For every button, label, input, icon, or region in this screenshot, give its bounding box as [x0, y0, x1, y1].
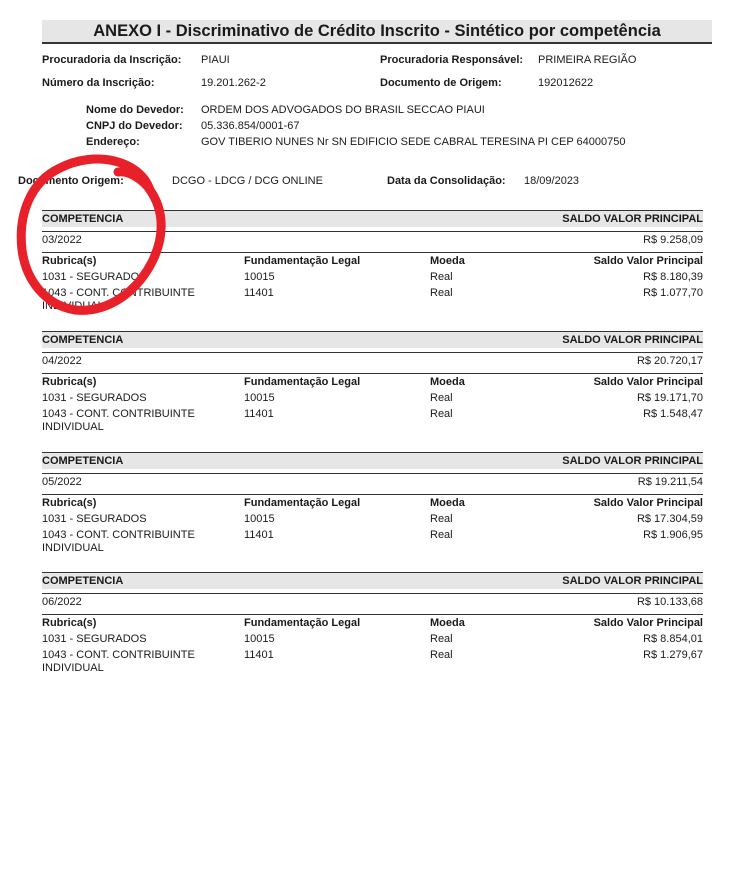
procuradoria-responsavel-value: PRIMEIRA REGIÃO	[538, 54, 637, 66]
competencia-periodo: 03/2022	[42, 234, 82, 246]
valor-cell: R$ 1.077,70	[643, 287, 703, 299]
cnpj-value: 05.336.854/0001-67	[201, 120, 300, 132]
rubrica-cell-line2: INDIVIDUAL	[42, 300, 104, 312]
procuradoria-inscricao-value: PIAUI	[201, 54, 230, 66]
valor-cell: R$ 8.854,01	[643, 633, 703, 645]
rubricas-header: Rubrica(s)	[42, 255, 97, 267]
rubrica-cell: 1031 - SEGURADOS	[42, 633, 147, 645]
saldo-principal-header: Saldo Valor Principal	[593, 376, 703, 388]
numero-inscricao-label: Número da Inscrição:	[42, 77, 155, 89]
valor-cell: R$ 1.279,67	[643, 649, 703, 661]
rubrica-cell: 1043 - CONT. CONTRIBUINTE	[42, 287, 195, 299]
moeda-header: Moeda	[430, 617, 465, 629]
numero-inscricao-value: 19.201.262-2	[201, 77, 266, 89]
procuradoria-inscricao-label: Procuradoria da Inscrição:	[42, 54, 182, 66]
competencia-header: COMPETENCIA	[42, 213, 124, 225]
competencia-header: COMPETENCIA	[42, 575, 124, 587]
competencia-total: R$ 9.258,09	[643, 234, 703, 246]
saldo-principal-header: Saldo Valor Principal	[593, 255, 703, 267]
competencia-total: R$ 10.133,68	[636, 596, 703, 608]
competencia-periodo: 06/2022	[42, 596, 82, 608]
competencia-periodo: 05/2022	[42, 476, 82, 488]
valor-cell: R$ 19.171,70	[636, 392, 703, 404]
saldo-header: SALDO VALOR PRINCIPAL	[562, 455, 703, 467]
rubrica-cell: 1043 - CONT. CONTRIBUINTE	[42, 408, 195, 420]
endereco-label: Endereço:	[86, 136, 140, 148]
moeda-cell: Real	[430, 649, 453, 661]
moeda-header: Moeda	[430, 497, 465, 509]
rubricas-header: Rubrica(s)	[42, 376, 97, 388]
moeda-cell: Real	[430, 513, 453, 525]
fundamentacao-cell: 11401	[244, 287, 274, 299]
moeda-cell: Real	[430, 271, 453, 283]
fundamentacao-cell: 10015	[244, 392, 275, 404]
nome-devedor-value: ORDEM DOS ADVOGADOS DO BRASIL SECCAO PIAUI	[201, 104, 485, 116]
endereco-value: GOV TIBERIO NUNES Nr SN EDIFICIO SEDE CABRAL TERESINA PI CEP 64000750	[201, 136, 626, 148]
saldo-header: SALDO VALOR PRINCIPAL	[562, 575, 703, 587]
data-consolidacao-label: Data da Consolidação:	[387, 175, 506, 187]
moeda-header: Moeda	[430, 376, 465, 388]
documento-origem-label: Documento de Origem:	[380, 77, 502, 89]
document-title: ANEXO I - Discriminativo de Crédito Inscrito - Sintético por competência	[42, 20, 712, 44]
cnpj-label: CNPJ do Devedor:	[86, 120, 183, 132]
rubrica-cell-line2: INDIVIDUAL	[42, 421, 104, 433]
rubrica-cell: 1043 - CONT. CONTRIBUINTE	[42, 529, 195, 541]
fundamentacao-cell: 10015	[244, 633, 275, 645]
rubrica-cell-line2: INDIVIDUAL	[42, 542, 104, 554]
documento-origem2-label: Documento Origem:	[18, 175, 124, 187]
valor-cell: R$ 17.304,59	[636, 513, 703, 525]
valor-cell: R$ 8.180,39	[643, 271, 703, 283]
moeda-header: Moeda	[430, 255, 465, 267]
saldo-principal-header: Saldo Valor Principal	[593, 497, 703, 509]
rubricas-header: Rubrica(s)	[42, 497, 97, 509]
moeda-cell: Real	[430, 633, 453, 645]
valor-cell: R$ 1.548,47	[643, 408, 703, 420]
documento-origem-value: 192012622	[538, 77, 594, 89]
rubrica-cell: 1031 - SEGURADOS	[42, 271, 147, 283]
saldo-principal-header: Saldo Valor Principal	[593, 617, 703, 629]
moeda-cell: Real	[430, 408, 453, 420]
fundamentacao-cell: 11401	[244, 529, 274, 541]
rubricas-header: Rubrica(s)	[42, 617, 97, 629]
rubrica-cell: 1031 - SEGURADOS	[42, 513, 147, 525]
fundamentacao-header: Fundamentação Legal	[244, 255, 361, 267]
fundamentacao-cell: 10015	[244, 271, 275, 283]
moeda-cell: Real	[430, 287, 453, 299]
fundamentacao-cell: 10015	[244, 513, 275, 525]
competencia-header: COMPETENCIA	[42, 334, 124, 346]
data-consolidacao-value: 18/09/2023	[524, 175, 580, 187]
competencia-periodo: 04/2022	[42, 355, 82, 367]
nome-devedor-label: Nome do Devedor:	[86, 104, 184, 116]
valor-cell: R$ 1.906,95	[643, 529, 703, 541]
rubrica-cell-line2: INDIVIDUAL	[42, 662, 104, 674]
saldo-header: SALDO VALOR PRINCIPAL	[562, 213, 703, 225]
fundamentacao-header: Fundamentação Legal	[244, 497, 361, 509]
fundamentacao-cell: 11401	[244, 408, 274, 420]
fundamentacao-header: Fundamentação Legal	[244, 376, 361, 388]
documento-origem2-value: DCGO - LDCG / DCG ONLINE	[172, 175, 323, 187]
saldo-header: SALDO VALOR PRINCIPAL	[562, 334, 703, 346]
competencia-header: COMPETENCIA	[42, 455, 124, 467]
competencia-total: R$ 19.211,54	[637, 476, 703, 488]
moeda-cell: Real	[430, 392, 453, 404]
procuradoria-responsavel-label: Procuradoria Responsável:	[380, 54, 524, 66]
moeda-cell: Real	[430, 529, 453, 541]
rubrica-cell: 1043 - CONT. CONTRIBUINTE	[42, 649, 195, 661]
fundamentacao-header: Fundamentação Legal	[244, 617, 361, 629]
competencia-total: R$ 20.720,17	[636, 355, 703, 367]
rubrica-cell: 1031 - SEGURADOS	[42, 392, 147, 404]
fundamentacao-cell: 11401	[244, 649, 274, 661]
